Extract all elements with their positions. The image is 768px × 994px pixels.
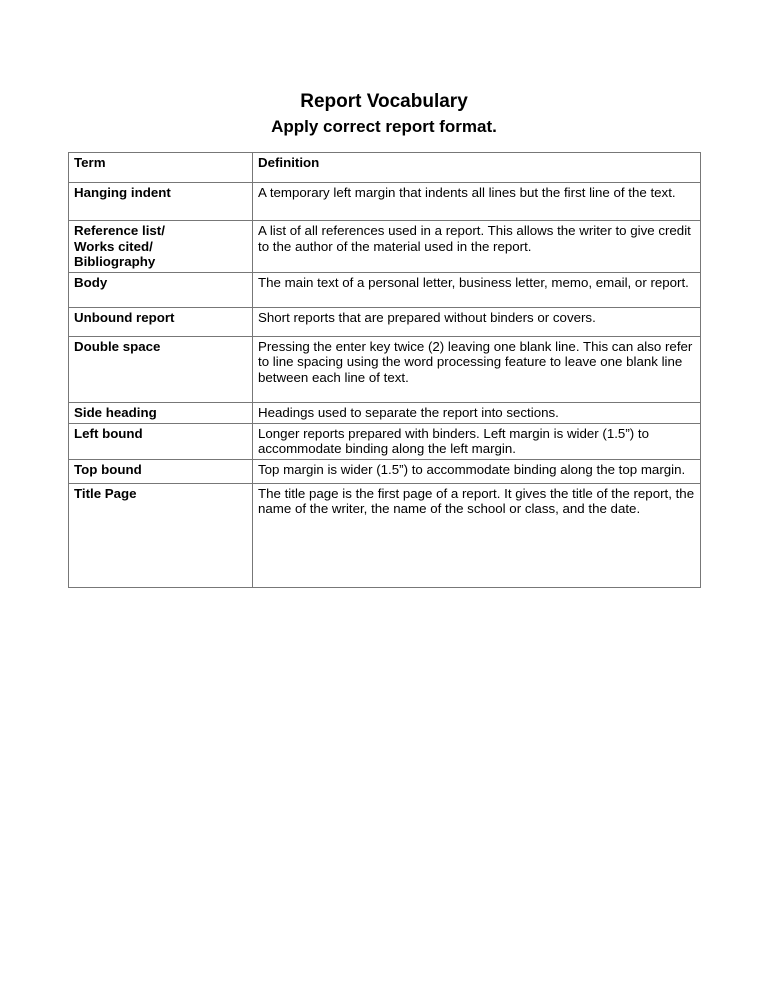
- definition-cell: Top margin is wider (1.5”) to accommodate binding along the top margin.: [253, 459, 701, 483]
- term-cell: Double space: [69, 336, 253, 402]
- table-row: [69, 336, 701, 402]
- definition-cell: The main text of a personal letter, business letter, memo, email, or report.: [253, 272, 701, 307]
- header-definition: Definition: [253, 153, 701, 183]
- table-row: [69, 402, 701, 423]
- table-row: [69, 459, 701, 483]
- table-row: [69, 307, 701, 336]
- table-row: [69, 221, 701, 273]
- definition-cell: Pressing the enter key twice (2) leaving one blank line. This can also refer to line spacing using the word processing feature to leave one blank line between each line of text.: [253, 336, 701, 402]
- term-cell: Title Page: [69, 483, 253, 587]
- table-row: [69, 183, 701, 221]
- term-cell: Side heading: [69, 402, 253, 423]
- definition-cell: Longer reports prepared with binders. Left margin is wider (1.5”) to accommodate binding along the left margin.: [253, 423, 701, 459]
- table-row: [69, 483, 701, 587]
- term-cell: Left bound: [69, 423, 253, 459]
- header-term: Term: [69, 153, 253, 183]
- table-row: [69, 423, 701, 459]
- definition-cell: Short reports that are prepared without binders or covers.: [253, 307, 701, 336]
- term-cell: Unbound report: [69, 307, 253, 336]
- page-subtitle: Apply correct report format.: [271, 117, 497, 136]
- term-cell: Body: [69, 272, 253, 307]
- table-row: [69, 272, 701, 307]
- page-title: Report Vocabulary: [300, 91, 468, 112]
- definition-cell: The title page is the first page of a report. It gives the title of the report, the name of the writer, the name of the school or class, and the date.: [253, 483, 701, 587]
- definition-cell: A temporary left margin that indents all lines but the first line of the text.: [253, 183, 701, 221]
- term-cell: Top bound: [69, 459, 253, 483]
- definition-cell: A list of all references used in a report. This allows the writer to give credit to the author of the material used in the report.: [253, 221, 701, 273]
- table-header-row: [69, 153, 701, 183]
- term-cell: Hanging indent: [69, 183, 253, 221]
- term-cell: Reference list/ Works cited/ Bibliography: [69, 221, 253, 273]
- vocabulary-table: [68, 152, 701, 588]
- definition-cell: Headings used to separate the report into sections.: [253, 402, 701, 423]
